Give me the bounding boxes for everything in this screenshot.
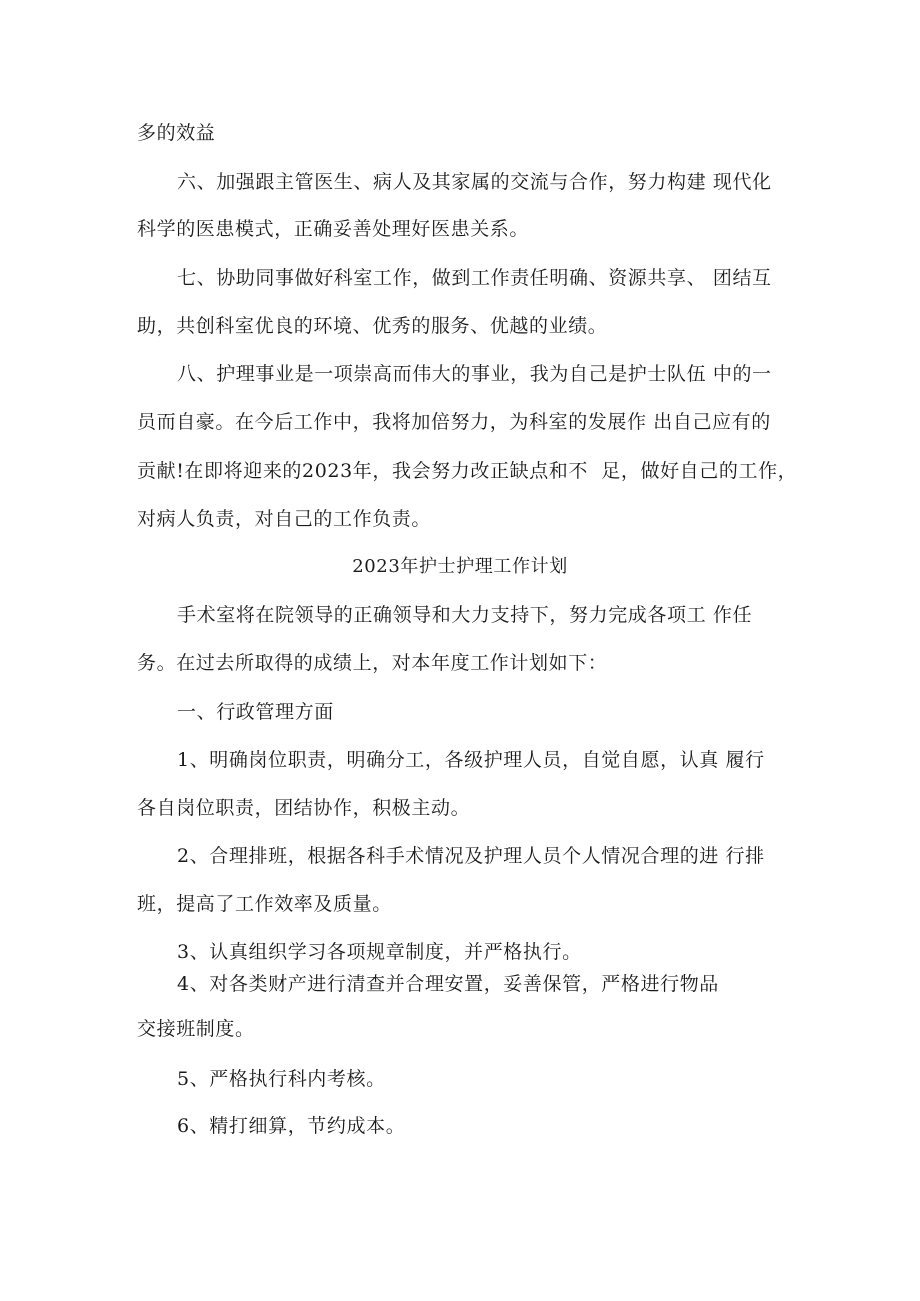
paragraph-line: 3、认真组织学习各项规章制度，并严格执行。: [177, 941, 582, 963]
paragraph-line: 科学的医患模式，正确妥善处理好医患关系。: [137, 218, 530, 240]
paragraph-line: 交接班制度。: [137, 1018, 255, 1040]
paragraph-line: 八、护理事业是一项崇高而伟大的事业，我为自己是护士队伍 中的一: [177, 363, 772, 385]
paragraph-line: 七、协助同事做好科室工作，做到工作责任明确、资源共享、 团结互: [177, 267, 772, 289]
paragraph-line: 1、明确岗位职责，明确分工，各级护理人员，自觉自愿，认真 履行: [177, 749, 765, 771]
paragraph-line: 贡献!在即将迎来的2023年，我会努力改正缺点和不 足，做好自己的工作，: [137, 460, 798, 482]
paragraph-line: 5、严格执行科内考核。: [177, 1068, 386, 1090]
paragraph-line: 各自岗位职责，团结协作，积极主动。: [137, 797, 471, 819]
paragraph-line: 2、合理排班，根据各科手术情况及护理人员个人情况合理的进 行排: [177, 845, 765, 867]
paragraph-line: 4、对各类财产进行清查并合理安置，妥善保管，严格进行物品: [177, 973, 719, 995]
section-title: 2023年护士护理工作计划: [352, 556, 568, 577]
paragraph-line: 员而自豪。在今后工作中，我将加倍努力，为科室的发展作 出自己应有的: [137, 411, 771, 433]
paragraph-line: 助，共创科室优良的环境、优秀的服务、优越的业绩。: [137, 315, 608, 337]
section-heading: 一、行政管理方面: [177, 701, 334, 723]
paragraph-line: 班，提高了工作效率及质量。: [137, 893, 392, 915]
paragraph-line: 六、加强跟主管医生、病人及其家属的交流与合作，努力构建 现代化: [177, 171, 772, 193]
paragraph-line: 对病人负责，对自己的工作负责。: [137, 508, 432, 530]
paragraph-line: 6、精打细算，节约成本。: [177, 1115, 406, 1137]
paragraph-line: 多的效益: [137, 122, 216, 144]
paragraph-line: 务。在过去所取得的成绩上，对本年度工作计划如下：: [137, 652, 608, 674]
paragraph-line: 手术室将在院领导的正确领导和大力支持下，努力完成各项工 作任: [177, 604, 753, 626]
